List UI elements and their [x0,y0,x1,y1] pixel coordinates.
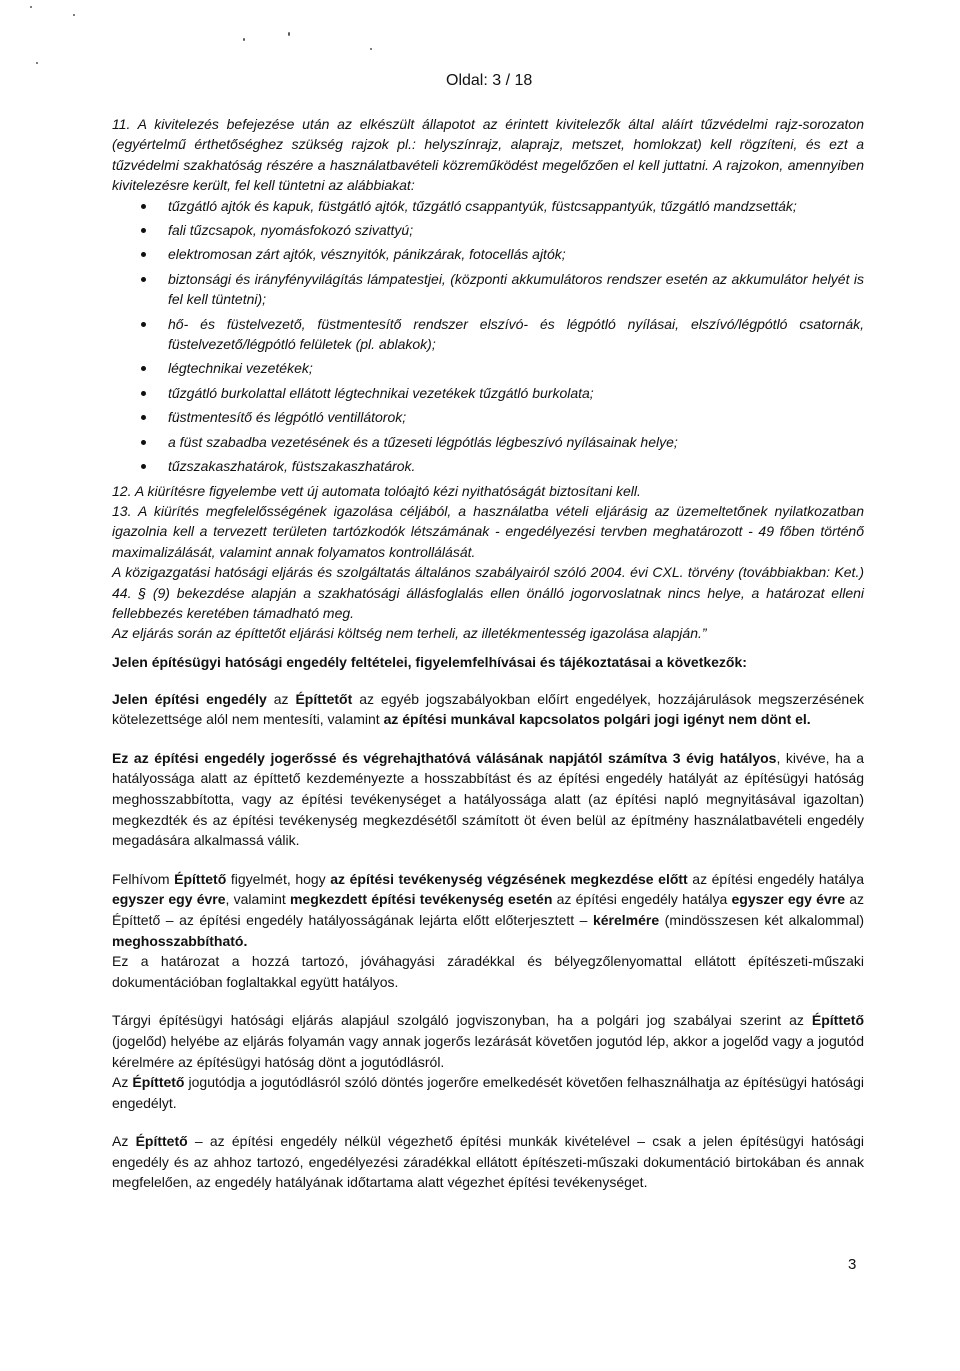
list-item: biztonsági és irányfényvilágítás lámpatestjei, (központi akkumulátoros rendszer esetén az akkumulátor helyét is fel kell tüntetni); [168,269,864,310]
condition-item-12: 12. A kiürítésre figyelembe vett új automata tolóajtó kézi nyithatóságát biztosítani kell. [112,482,641,499]
scan-speck [73,14,75,16]
paragraph-succession: Tárgyi építésügyi hatósági eljárás alapjául szolgáló jogviszonyban, ha a polgári jog szabályai szerint az Építtető (jogelőd) helyébe az eljárás folyamán vagy annak jogerős lezárását követően jogutód lép, akkor a jogelőd vagy a jogutód kérelmére az építésügyi hatóság dönt a jogutódlásról. [112,1012,864,1070]
legal-remedy-paragraph: A közigazgatási hatósági eljárás és szolgáltatás általános szabályairól szóló 2004. évi CXL. törvény (továbbiakban: Ket.) 44. § (9) bekezdése alapján a szakhatósági állásfoglalás ellen önálló jogorvoslatnak nincs helye, a határozat elleni fellebbezés keretében támadható meg. [112,564,864,621]
permit-conditions [112,652,864,1211]
list-item: fali tűzcsapok, nyomásfokozó szivattyú; [168,220,864,240]
scan-speck [370,48,372,50]
scan-speck [36,62,38,64]
list-item: hő- és füstelvezető, füstmentesítő rendszer elszívó- és légpótló nyílásai, elszívó/légpótló csatornák, füstelvezető/légpótló felületek (pl. ablakok); [168,314,864,355]
paragraph-successor: Az Építtető jogutódja a jogutódlásról szóló döntés jogerőre emelkedését követően felhasználhatja az építésügyi hatósági engedélyt. [112,1074,864,1111]
paragraph-validity: Ez az építési engedély jogerőssé és végrehajthatóvá válásának napjától számítva 3 évig hatályos, kivéve, ha a hatályossága alatt az építtető kezdeményezte a hosszabbítást és az építési engedély hatályát az építésügyi hatóság meghosszabbította, vagy az építési tevékenységet a hatályossága alatt (az építési napló megnyitásával igazoltan) megkezdték és az építési tevékenység megkezdésétől számított öt éven belül az építmény használatbavételi engedély megadására alkalmassá válik. [112,749,865,849]
condition-item-11: 11. A kivitelezés befejezése után az elkészült állapotot az érintett kivitelezők által aláírt tűzvédelmi rajz-sorozaton (egyértelmű érthetőséghez szükség rajzok pl.: helyszínrajz, alaprajz, metszet, homlokzat) kell rögzíteni, és ezt a tűzvédelmi szakhatóság részére a használatbavételi közreműködést megelőzően el kell juttatni. A rajzokon, amennyiben kivitelezésre került, fel kell tüntetni az alábbiakat: [112,116,864,194]
paragraph-construction-activity: Az Építtető – az építési engedély nélkül végezhető építési munkák kivételével – csak a jelen építésügyi hatósági engedély és az ahhoz tartozó, engedélyezési záradékkal ellátott építészeti-műszaki dokumentáció birtokában és annak megfelelően, az engedély hatályának időtartama alatt végezhet építési tevékenységet. [112,1133,865,1191]
scan-speck [243,38,245,41]
list-item: légtechnikai vezetékek; [168,358,864,378]
condition-item-13: 13. A kiürítés megfelelősségének igazolása céljából, a használatba vételi eljárásig az üzemeltetőnek nyilatkozatban igazolnia kell a tervezett területen tartózkodók létszámának - engedélyezési tervben meghatározott - 49 főben történő maximalizálását, valamint annak folyamatos kontrollálását. [112,502,864,560]
paragraph-documentation: Ez a határozat a hozzá tartozó, jóváhagyási záradékkal és bélyegzőlenyomattal ellátott építészeti-műszaki dokumentációban foglaltakkal együtt hatályos. [112,953,864,990]
cost-paragraph: Az eljárás során az építtetőt eljárási költség nem terheli, az illetékmentesség igazolása alapján.” [112,625,707,642]
list-item: elektromosan zárt ajtók, vésznyitók, pánikzárak, fotocellás ajtók; [168,244,864,264]
page-header: Oldal: 3 / 18 [446,72,533,89]
list-item: a füst szabadba vezetésének és a tűzeseti légpótlás légbeszívó nyílásainak helye; [168,432,864,452]
scan-speck [30,6,32,8]
drawing-requirements-list [112,196,864,477]
page-number: 3 [848,1256,857,1273]
list-item: füstmentesítő és légpótló ventillátorok; [168,407,864,427]
scan-speck [288,32,290,36]
paragraph-permit-scope: Jelen építési engedély az Építtetőt az egyéb jogszabályokban előírt engedélyek, hozzájárulások megszerzésének kötelezettsége alól nem mentesíti, valamint az építési munkával kapcsolatos polgári jogi igényt nem dönt el. [112,690,864,728]
section-title: Jelen építésügyi hatósági engedély feltételei, figyelemfelhívásai és tájékoztatásai a következők: [112,654,747,670]
list-item: tűzgátló burkolattal ellátott légtechnikai vezetékek tűzgátló burkolata; [168,383,864,403]
paragraph-extension: Felhívom Építtető figyelmét, hogy az építési tevékenység végzésének megkezdése előtt az építési engedély hatálya egyszer egy évre, valamint megkezdett építési tevékenység esetén az építési engedély hatálya egyszer egy évre az Építtető – az építési engedély hatályosságának lejárta előtt előterjesztett – kérelmére (mindösszesen két alkalommal) meghosszabbítható. [112,870,864,949]
list-item: tűzgátló ajtók és kapuk, füstgátló ajtók, tűzgátló csappantyúk, füstcsappantyúk, tűzgátló mandzsetták; [168,196,864,216]
fire-safety-conditions [112,114,864,644]
list-item: tűzszakaszhatárok, füstszakaszhatárok. [168,456,864,476]
